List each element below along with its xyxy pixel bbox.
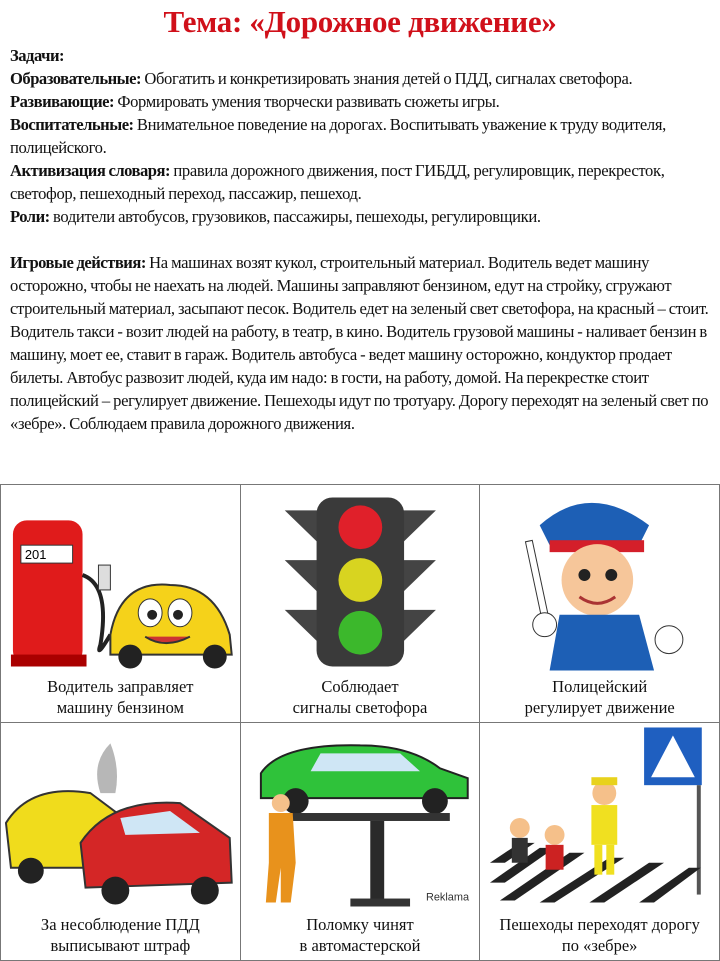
card-fuel	[1, 485, 241, 723]
police-officer-illustration	[480, 485, 719, 671]
pedestrian-crossing-illustration	[480, 723, 719, 909]
card-repair	[240, 723, 480, 961]
card-caption: Поломку чинят в автомастерской	[299, 915, 421, 955]
car-repair-illustration	[241, 723, 480, 909]
card-caption: Полицейский регулирует движение	[524, 677, 675, 717]
section-vocabulary: Активизация словаря: правила дорожного движения, пост ГИБДД, регулировщик, перекресток, светофор, пешеходный переход, пассажир, пешеход.	[10, 161, 665, 203]
card-police	[480, 485, 720, 723]
car-crash-illustration	[1, 723, 240, 909]
lesson-text	[10, 44, 716, 435]
section-game-actions: Игровые действия: На машинах возят кукол, строительный материал. Водитель ведет машину осторожно, чтобы не наехать на людей. Машины заправляют бензином, едут на стройку, сгружают строительный материал, засыпают песок. Водитель едет на зеленый свет светофора, на красный – стоит. Водитель такси - возит людей на работу, в театр, в кино. Водитель грузовой машины - наливает бензин в машину, моет ее, ставит в гараж. Водитель автобуса - ведет машину осторожно, кондуктор продает билеты. Автобус развозит людей, куда им надо: в гости, на работу, домой. На перекрестке стоит полицейский – регулирует движение. Пешеходы идут по тротуару. Дорогу переходят на зеленый свет по «зебре». Соблюдаем правила дорожного движения.	[10, 253, 709, 433]
svg-text:201: 201	[24, 547, 47, 563]
card-crossing	[480, 723, 720, 961]
page-title: Тема: «Дорожное движение»	[163, 4, 557, 39]
picture-grid	[0, 484, 720, 961]
section-upbringing: Воспитательные: Внимательное поведение на дорогах. Воспитывать уважение к труду водителя, полицейского.	[10, 115, 666, 157]
card-caption: За несоблюдение ПДД выписывают штраф	[40, 915, 200, 955]
card-caption: Соблюдает сигналы светофора	[292, 677, 428, 717]
section-educational: Образовательные: Обогатить и конкретизировать знания детей о ПДД, сигналах светофора.	[10, 69, 633, 88]
watermark: Reklama	[425, 891, 469, 904]
card-crash	[1, 723, 241, 961]
card-caption: Водитель заправляет машину бензином	[47, 677, 194, 717]
section-roles: Роли: водители автобусов, грузовиков, пассажиры, пешеходы, регулировщики.	[10, 207, 541, 226]
card-traffic-light	[240, 485, 480, 723]
traffic-light-illustration	[241, 485, 480, 671]
section-developing: Развивающие: Формировать умения творчески развивать сюжеты игры.	[10, 92, 500, 111]
fuel-pump-taxi-illustration	[1, 485, 240, 671]
card-caption: Пешеходы переходят дорогу по «зебре»	[499, 915, 700, 955]
tasks-heading: Задачи:	[10, 46, 65, 65]
